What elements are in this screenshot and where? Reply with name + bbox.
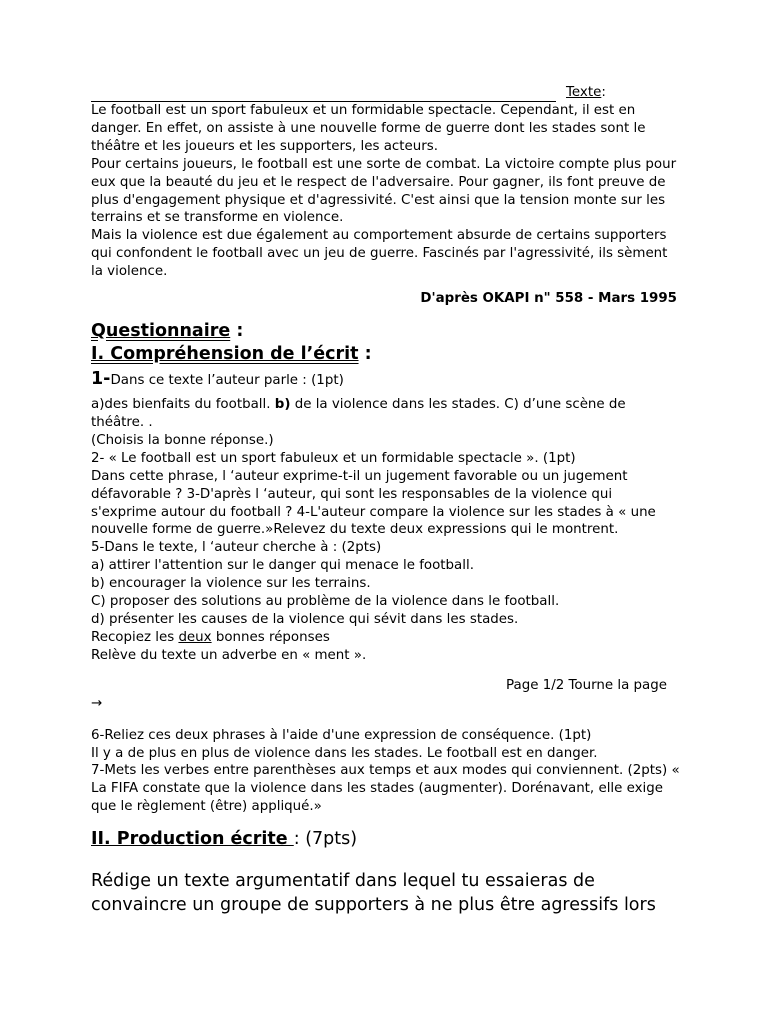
source-citation: D'après OKAPI n" 558 - Mars 1995 <box>420 291 677 307</box>
section2-title: II. Production écrite <box>91 829 294 850</box>
header-rule <box>91 87 556 102</box>
section1-colon: : <box>358 344 372 365</box>
q5-option-c: C) proposer des solutions au problème de la violence dans le football. <box>91 594 560 610</box>
q1-text: Dans ce texte l’auteur parle : (1pt) <box>110 373 344 389</box>
texte-label: Texte <box>566 85 602 100</box>
questionnaire-title: Questionnaire <box>91 321 231 342</box>
q5-option-d: d) présenter les causes de la violence qui sévit dans les stades. <box>91 611 519 627</box>
section1-title: I. Compréhension de l’écrit <box>91 344 359 365</box>
q1-option-a: a)des bienfaits du football. <box>91 397 275 413</box>
section2-points: : (7pts) <box>293 829 358 850</box>
document-page <box>91 84 681 934</box>
questions-2-4: Dans cette phrase, l ‘auteur exprime-t-il un jugement favorable ou un jugement défavorable ? 3-D'après l ‘auteur, qui sont les responsables de la violence qui s'exprime autour du football ? 4-L'auteur compare la violence sur les stades à « une nouvelle forme de guerre.»Relevez du texte deux expressions qui le montrent. <box>91 468 656 538</box>
questionnaire-heading <box>91 320 681 343</box>
q1-hint: (Choisis la bonne réponse.) <box>91 432 274 448</box>
text-header <box>91 84 681 102</box>
q5-instruction <box>91 629 681 647</box>
texte-colon: : <box>601 85 606 100</box>
q5-rec-post: bonnes réponses <box>211 629 330 645</box>
question-6: 6-Reliez ces deux phrases à l'aide d'une expression de conséquence. (1pt) <box>91 727 592 743</box>
q1-number: 1- <box>91 369 111 390</box>
section2-heading <box>91 828 681 851</box>
q5-option-a: a) attirer l'attention sur le danger qui menace le football. <box>91 558 474 574</box>
question-2: 2- « Le football est un sport fabuleux et un formidable spectacle ». (1pt) <box>91 450 576 466</box>
question-1 <box>91 369 681 391</box>
text-paragraph-3: Mais la violence est due également au comportement absurde de certains supporters qui confondent le football avec un jeu de guerre. Fascinés par l'agressivité, ils sèment la violence. <box>91 228 668 280</box>
question-5: 5-Dans le texte, l ‘auteur cherche à : (2pts) <box>91 540 382 556</box>
text-paragraph-2: Pour certains joueurs, le football est une sorte de combat. La victoire compte plus pour eux que la beauté du jeu et le respect de l'adversaire. Pour gagner, ils font preuve de plus d'engagement physique et d'agressivité. C'est ainsi que la tension monte sur les terrains et se transforme en violence. <box>91 156 677 226</box>
q5-rec-underlined: deux <box>178 629 212 645</box>
q5-rec-pre: Recopiez les <box>91 629 179 645</box>
q1-option-b-label: b) <box>274 397 291 413</box>
q5-option-b: b) encourager la violence sur les terrains. <box>91 576 371 592</box>
q1-option-b: de la violence dans les stades. C) d’une scène de théâtre. . <box>91 397 626 430</box>
writing-prompt: Rédige un texte argumentatif dans lequel tu essaieras de convaincre un groupe de supporters à ne plus être agressifs lors <box>91 870 656 915</box>
page-indicator: Page 1/2 Tourne la page <box>506 677 667 693</box>
questionnaire-colon: : <box>230 321 244 342</box>
q6-sentence: Il y a de plus en plus de violence dans les stades. Le football est en danger. <box>91 745 598 761</box>
section1-heading <box>91 343 681 366</box>
q1-options <box>91 396 681 432</box>
adverb-question: Relève du texte un adverbe en « ment ». <box>91 647 367 663</box>
text-paragraph-1: Le football est un sport fabuleux et un formidable spectacle. Cependant, il est en danger. En effet, on assiste à une nouvelle forme de guerre dont les stades sont le théâtre et les joueurs et les supporters, les acteurs. <box>91 103 646 154</box>
question-7: 7-Mets les verbes entre parenthèses aux temps et aux modes qui conviennent. (2pts) « La FIFA constate que la violence dans les stades (augmenter). Dorénavant, elle exige que le règlement (être) appliqué.» <box>91 763 680 815</box>
arrow-right-icon: → <box>91 695 103 711</box>
